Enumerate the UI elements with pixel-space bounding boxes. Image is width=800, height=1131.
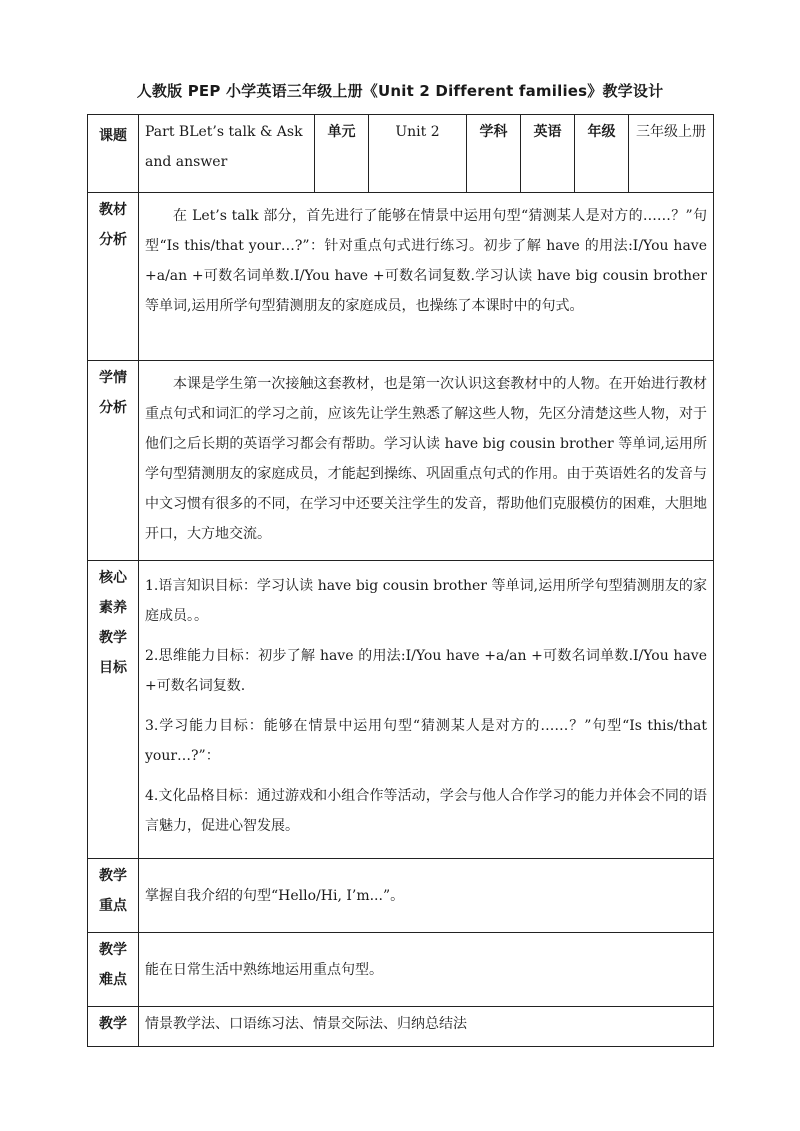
key-point-row xyxy=(88,859,714,933)
topic-value: Part BLet’s talk & Ask and answer xyxy=(139,115,315,193)
unit-value: Unit 2 xyxy=(369,115,467,193)
material-label: 教材分析 xyxy=(88,193,139,361)
subject-label: 学科 xyxy=(467,115,521,193)
difficulty-row xyxy=(88,933,714,1007)
students-text: 本课是学生第一次接触这套教材，也是第一次认识这套教材中的人物。在开始进行教材重点句式和词汇的学习之前，应该先让学生熟悉了解这些人物，先区分清楚这些人物，对于他们之后长期的英语学习都会有帮助。学习认读 have big cousin brother 等单词,运用所学句型猜测朋友的家庭成员，才能起到操练、巩固重点句式的作用。由于英语姓名的发音与中文习惯有很多的不同，在学习中还要关注学生的发音，帮助他们克服模仿的困难，大胆地开口，大方地交流。 xyxy=(145,376,707,542)
grade-label: 年级 xyxy=(575,115,629,193)
method-row xyxy=(88,1007,714,1047)
students-label: 学情分析 xyxy=(88,361,139,561)
method-label: 教学 xyxy=(88,1007,139,1047)
page-title: 人教版 PEP 小学英语三年级上册《Unit 2 Different families》教学设计 xyxy=(136,82,664,100)
core-goals-row xyxy=(88,561,714,859)
key-point-text: 掌握自我介绍的句型“Hello/Hi, I’m...”。 xyxy=(139,859,714,933)
unit-label: 单元 xyxy=(315,115,369,193)
student-analysis-row xyxy=(88,361,714,561)
material-text: 在 Let’s talk 部分，首先进行了能够在情景中运用句型“猜测某人是对方的……？”句型“Is this/that your…?”：针对重点句式进行练习。初步了解 have 的用法:I/You have +a/an +可数名词单数.I/You have +可数名词复数.学习认读 have big cousin brother 等单词,运用所学句型猜测朋友的家庭成员，也操练了本课时中的句式。 xyxy=(145,208,707,314)
goal-item: 2.思维能力目标：初步了解 have 的用法:I/You have +a/an +可数名词单数.I/You have +可数名词复数. xyxy=(145,648,707,694)
method-text: 情景教学法、口语练习法、情景交际法、归纳总结法 xyxy=(139,1007,714,1047)
goal-item: 1.语言知识目标：学习认读 have big cousin brother 等单词,运用所学句型猜测朋友的家庭成员。。 xyxy=(145,578,707,624)
goal-item: 4.文化品格目标：通过游戏和小组合作等活动，学会与他人合作学习的能力并体会不同的语言魅力，促进心智发展。 xyxy=(145,788,707,834)
header-row xyxy=(88,115,714,193)
lesson-plan-table xyxy=(87,114,714,1047)
subject-value: 英语 xyxy=(521,115,575,193)
key-point-label: 教学重点 xyxy=(88,859,139,933)
grade-value: 三年级上册 xyxy=(629,115,714,193)
material-analysis-row xyxy=(88,193,714,361)
difficulty-label: 教学难点 xyxy=(88,933,139,1007)
goals-label: 核心素养教学目标 xyxy=(88,561,139,859)
topic-label: 课题 xyxy=(88,115,139,193)
goal-item: 3.学习能力目标：能够在情景中运用句型“猜测某人是对方的……？”句型“Is this/that your…?”： xyxy=(145,718,707,764)
difficulty-text: 能在日常生活中熟练地运用重点句型。 xyxy=(139,933,714,1007)
